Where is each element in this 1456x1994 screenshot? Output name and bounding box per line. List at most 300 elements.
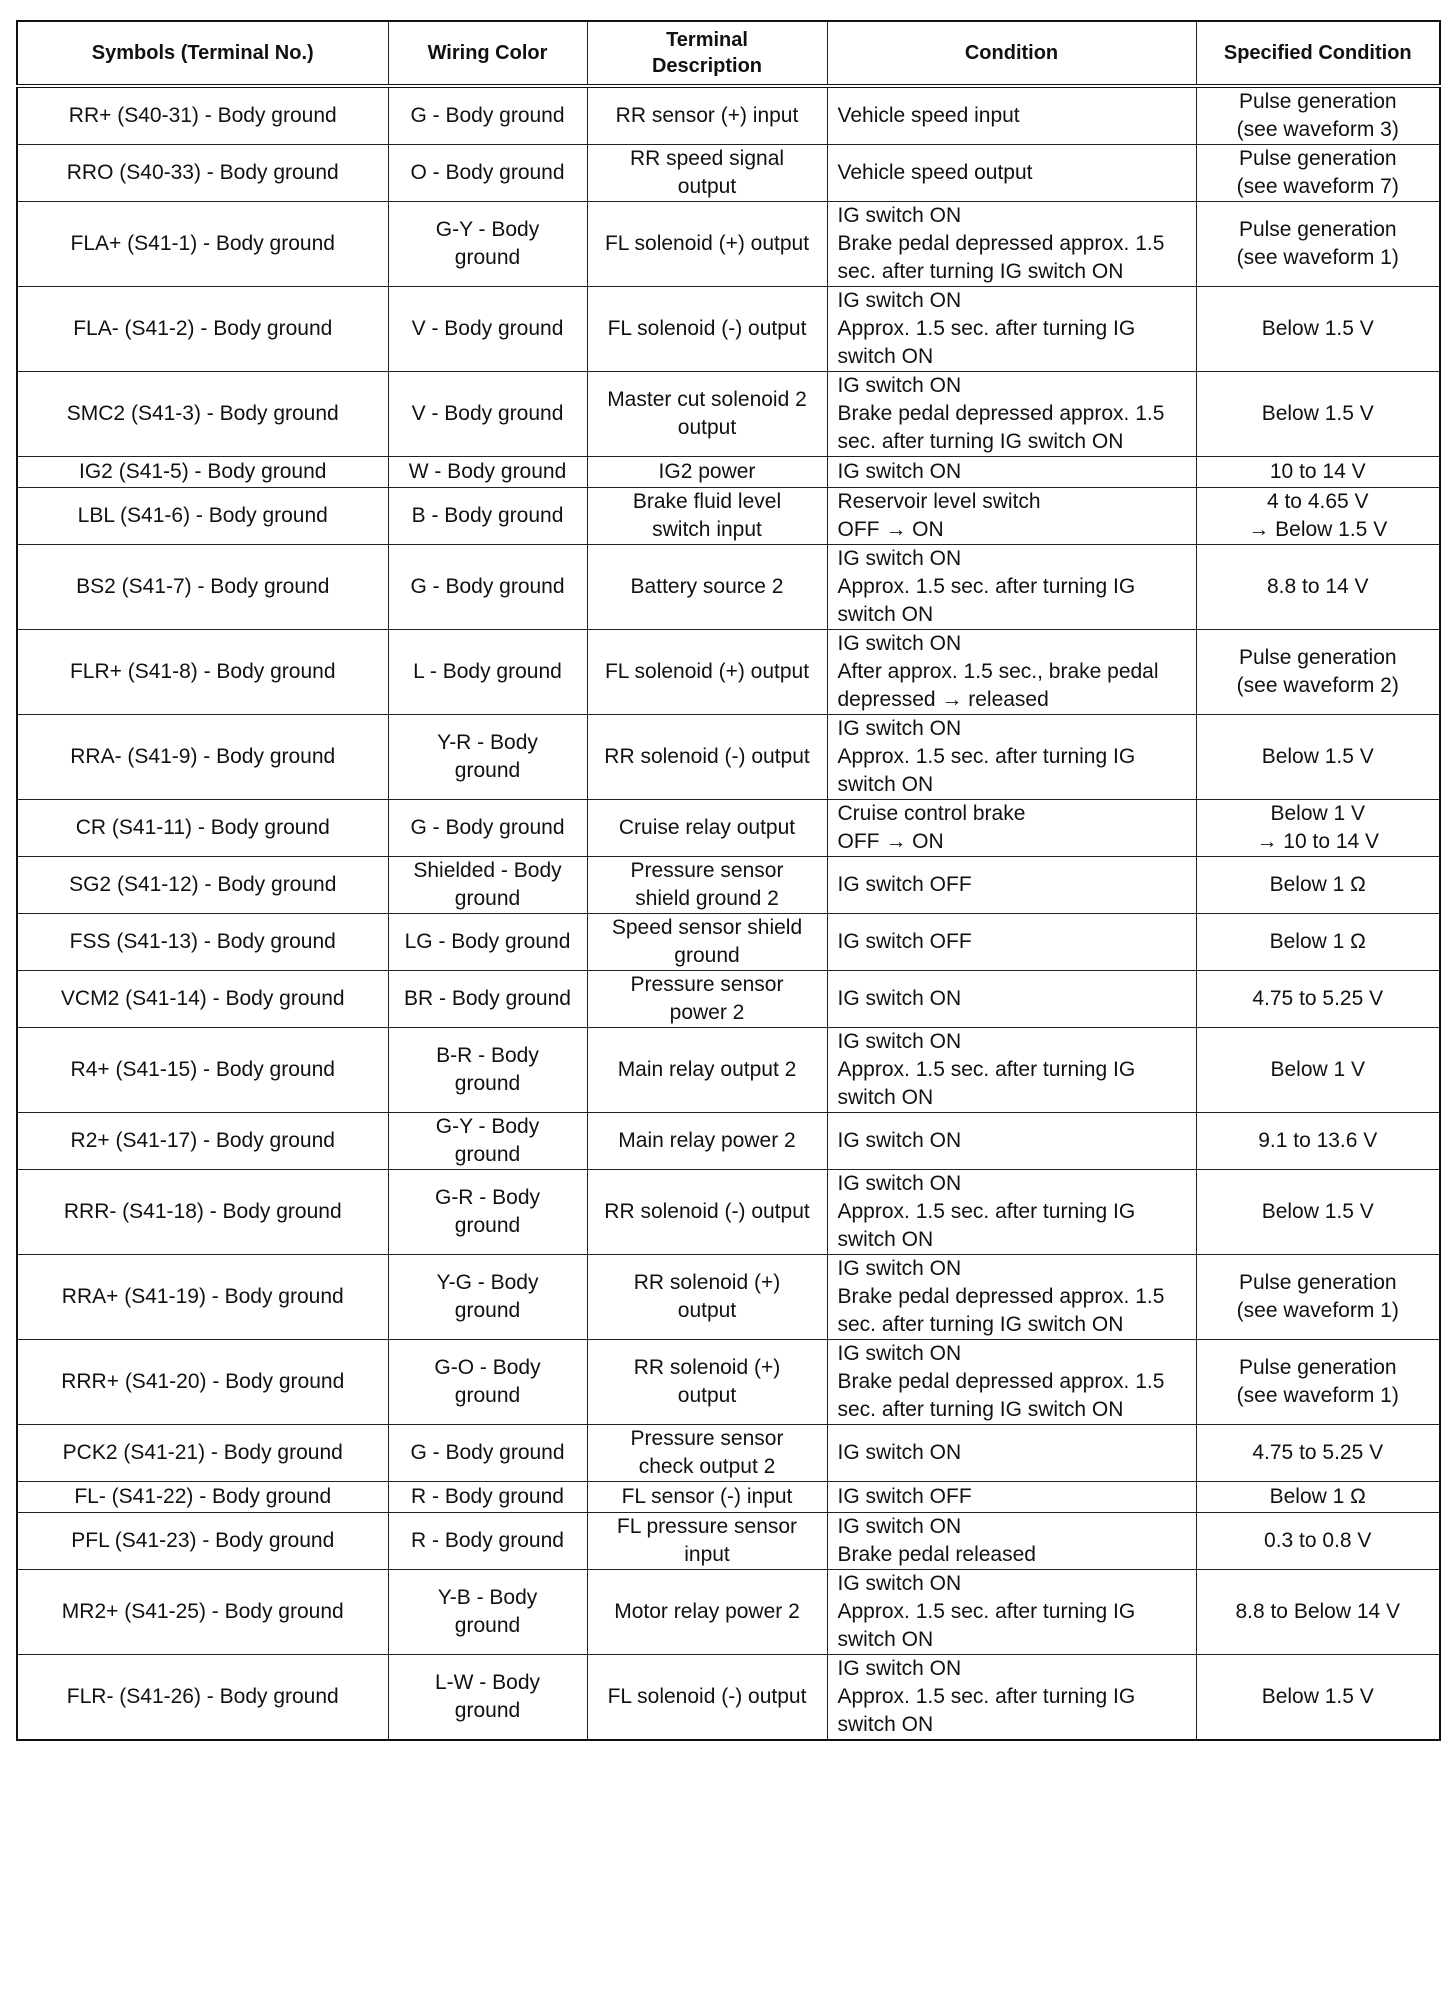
cell-specified-condition-line: (see waveform 7) bbox=[1236, 175, 1399, 198]
table-header bbox=[17, 21, 1440, 86]
cell-condition bbox=[827, 1028, 1196, 1113]
cell-wiring-color bbox=[388, 857, 587, 914]
cell-condition-line: sec. after turning IG switch ON bbox=[837, 430, 1124, 453]
cell-wiring-color-line: W - Body ground bbox=[408, 460, 567, 483]
cell-specified-condition-line: Pulse generation bbox=[1238, 147, 1397, 170]
cell-specified-condition bbox=[1196, 1340, 1440, 1425]
cell-symbols: R4+ (S41-15) - Body ground bbox=[17, 1028, 388, 1113]
cell-specified-condition-line: (see waveform 1) bbox=[1236, 1299, 1399, 1322]
cell-wiring-color bbox=[388, 372, 587, 457]
cell-condition-line: sec. after turning IG switch ON bbox=[837, 260, 1124, 283]
cell-specified-condition bbox=[1196, 1655, 1440, 1741]
cell-specified-condition bbox=[1196, 1570, 1440, 1655]
cell-condition bbox=[827, 800, 1196, 857]
cell-symbols: RRA- (S41-9) - Body ground bbox=[17, 715, 388, 800]
cell-wiring-color bbox=[388, 1255, 587, 1340]
cell-terminal-description bbox=[587, 372, 827, 457]
cell-wiring-color-line: ground bbox=[454, 1143, 521, 1166]
cell-specified-condition bbox=[1196, 86, 1440, 145]
cell-wiring-color bbox=[388, 202, 587, 287]
header-condition: Condition bbox=[827, 21, 1196, 86]
cell-condition-line: Brake pedal depressed approx. 1.5 bbox=[837, 402, 1165, 425]
cell-specified-condition-line: Pulse generation bbox=[1238, 90, 1397, 113]
table-row bbox=[17, 1113, 1440, 1170]
cell-condition-line: Brake pedal released bbox=[837, 1543, 1036, 1566]
cell-specified-condition bbox=[1196, 145, 1440, 202]
table-row bbox=[17, 86, 1440, 145]
cell-specified-condition bbox=[1196, 914, 1440, 971]
cell-condition bbox=[827, 1482, 1196, 1513]
table-row bbox=[17, 287, 1440, 372]
cell-wiring-color bbox=[388, 1113, 587, 1170]
cell-terminal-description-line: RR solenoid (-) output bbox=[604, 745, 810, 768]
cell-terminal-description bbox=[587, 857, 827, 914]
cell-wiring-color bbox=[388, 914, 587, 971]
cell-specified-condition-line: 4.75 to 5.25 V bbox=[1252, 987, 1384, 1010]
cell-symbols: SMC2 (S41-3) - Body ground bbox=[17, 372, 388, 457]
cell-condition-line: Approx. 1.5 sec. after turning IG bbox=[837, 1200, 1136, 1223]
cell-specified-condition-line: Below 1.5 V bbox=[1261, 317, 1374, 340]
cell-specified-condition-line: 4.75 to 5.25 V bbox=[1252, 1441, 1384, 1464]
cell-wiring-color-line: R - Body ground bbox=[411, 1485, 564, 1508]
header-wiring-color: Wiring Color bbox=[388, 21, 587, 86]
cell-condition-line: Approx. 1.5 sec. after turning IG bbox=[837, 745, 1136, 768]
cell-symbols: CR (S41-11) - Body ground bbox=[17, 800, 388, 857]
cell-condition bbox=[827, 857, 1196, 914]
header-terminal-description-text: Terminal Description bbox=[651, 29, 763, 77]
cell-symbols: FLA- (S41-2) - Body ground bbox=[17, 287, 388, 372]
cell-wiring-color bbox=[388, 800, 587, 857]
cell-wiring-color-line: G-O - Body bbox=[434, 1356, 541, 1379]
cell-specified-condition-line: Pulse generation bbox=[1238, 1271, 1397, 1294]
cell-terminal-description bbox=[587, 145, 827, 202]
cell-wiring-color-line: ground bbox=[454, 1614, 521, 1637]
cell-specified-condition-line: Pulse generation bbox=[1238, 218, 1397, 241]
cell-condition-line: sec. after turning IG switch ON bbox=[837, 1313, 1124, 1336]
cell-terminal-description bbox=[587, 800, 827, 857]
table-row bbox=[17, 1425, 1440, 1482]
table-row bbox=[17, 715, 1440, 800]
cell-wiring-color-line: V - Body ground bbox=[411, 317, 564, 340]
cell-specified-condition bbox=[1196, 488, 1440, 545]
cell-specified-condition-line: (see waveform 1) bbox=[1236, 1384, 1399, 1407]
cell-condition-line: sec. after turning IG switch ON bbox=[837, 1398, 1124, 1421]
cell-wiring-color bbox=[388, 1170, 587, 1255]
cell-condition-line: IG switch ON bbox=[837, 987, 962, 1010]
cell-terminal-description-line: power 2 bbox=[669, 1001, 745, 1024]
cell-terminal-description-line: output bbox=[677, 1384, 737, 1407]
cell-symbols: IG2 (S41-5) - Body ground bbox=[17, 457, 388, 488]
cell-wiring-color bbox=[388, 145, 587, 202]
cell-condition-line: Vehicle speed input bbox=[837, 104, 1020, 127]
cell-condition-line: Brake pedal depressed approx. 1.5 bbox=[837, 1370, 1165, 1393]
cell-terminal-description-line: FL solenoid (+) output bbox=[604, 232, 810, 255]
cell-specified-condition-line: Below 1 V bbox=[1270, 802, 1366, 825]
cell-condition-line: IG switch ON bbox=[837, 460, 962, 483]
cell-condition-line: Approx. 1.5 sec. after turning IG bbox=[837, 1058, 1136, 1081]
cell-specified-condition-line: 10 to 14 V bbox=[1269, 460, 1366, 483]
table-row bbox=[17, 1170, 1440, 1255]
cell-condition-line: Approx. 1.5 sec. after turning IG bbox=[837, 1685, 1136, 1708]
terminal-table bbox=[16, 20, 1441, 1741]
cell-specified-condition-line: (see waveform 2) bbox=[1236, 674, 1399, 697]
cell-condition-line: IG switch ON bbox=[837, 1129, 962, 1152]
cell-wiring-color-line: G-R - Body bbox=[434, 1186, 541, 1209]
cell-specified-condition-line: (see waveform 1) bbox=[1236, 246, 1399, 269]
cell-wiring-color bbox=[388, 488, 587, 545]
cell-specified-condition-line: Pulse generation bbox=[1238, 1356, 1397, 1379]
cell-specified-condition bbox=[1196, 287, 1440, 372]
cell-terminal-description-line: FL solenoid (-) output bbox=[607, 317, 807, 340]
cell-condition bbox=[827, 372, 1196, 457]
cell-condition-line: Cruise control brake bbox=[837, 802, 1026, 825]
cell-wiring-color bbox=[388, 1340, 587, 1425]
cell-wiring-color-line: O - Body ground bbox=[410, 161, 565, 184]
cell-specified-condition-line: 0.3 to 0.8 V bbox=[1264, 1529, 1372, 1552]
cell-terminal-description bbox=[587, 715, 827, 800]
cell-symbols: MR2+ (S41-25) - Body ground bbox=[17, 1570, 388, 1655]
cell-specified-condition-line: 9.1 to 13.6 V bbox=[1258, 1129, 1378, 1152]
cell-condition-line: switch ON bbox=[837, 1713, 934, 1736]
cell-specified-condition bbox=[1196, 202, 1440, 287]
cell-condition-line: switch ON bbox=[837, 603, 934, 626]
cell-specified-condition bbox=[1196, 1482, 1440, 1513]
cell-condition-line: IG switch ON bbox=[837, 1172, 962, 1195]
cell-terminal-description-line: Pressure sensor bbox=[630, 1427, 784, 1450]
cell-specified-condition-line: Below 1.5 V bbox=[1261, 745, 1374, 768]
cell-terminal-description bbox=[587, 1425, 827, 1482]
cell-condition bbox=[827, 1425, 1196, 1482]
cell-condition-line: Approx. 1.5 sec. after turning IG bbox=[837, 575, 1136, 598]
cell-symbols: FLR+ (S41-8) - Body ground bbox=[17, 630, 388, 715]
header-symbols: Symbols (Terminal No.) bbox=[17, 21, 388, 86]
cell-condition-line: IG switch ON bbox=[837, 289, 962, 312]
cell-condition bbox=[827, 715, 1196, 800]
cell-specified-condition bbox=[1196, 971, 1440, 1028]
cell-condition bbox=[827, 1655, 1196, 1741]
cell-condition bbox=[827, 457, 1196, 488]
cell-wiring-color bbox=[388, 1425, 587, 1482]
cell-condition bbox=[827, 1255, 1196, 1340]
cell-symbols: RRO (S40-33) - Body ground bbox=[17, 145, 388, 202]
cell-terminal-description-line: ground bbox=[674, 944, 740, 967]
cell-wiring-color-line: ground bbox=[454, 246, 521, 269]
cell-wiring-color bbox=[388, 1655, 587, 1741]
cell-specified-condition-line: (see waveform 3) bbox=[1236, 118, 1399, 141]
cell-wiring-color-line: G-Y - Body bbox=[435, 1115, 540, 1138]
cell-terminal-description bbox=[587, 202, 827, 287]
table-row bbox=[17, 630, 1440, 715]
cell-condition-line: IG switch ON bbox=[837, 1342, 962, 1365]
cell-symbols: FL- (S41-22) - Body ground bbox=[17, 1482, 388, 1513]
cell-condition-line: Brake pedal depressed approx. 1.5 bbox=[837, 1285, 1165, 1308]
cell-terminal-description bbox=[587, 1113, 827, 1170]
table-row bbox=[17, 971, 1440, 1028]
cell-terminal-description bbox=[587, 1482, 827, 1513]
cell-symbols: RR+ (S40-31) - Body ground bbox=[17, 86, 388, 145]
cell-wiring-color bbox=[388, 1513, 587, 1570]
cell-wiring-color-line: Shielded - Body bbox=[413, 859, 562, 882]
cell-terminal-description bbox=[587, 1655, 827, 1741]
cell-wiring-color-line: ground bbox=[454, 1214, 521, 1237]
cell-terminal-description bbox=[587, 1340, 827, 1425]
cell-condition bbox=[827, 630, 1196, 715]
cell-symbols: RRR+ (S41-20) - Body ground bbox=[17, 1340, 388, 1425]
cell-wiring-color-line: ground bbox=[454, 759, 521, 782]
cell-condition-line: switch ON bbox=[837, 345, 934, 368]
cell-condition bbox=[827, 86, 1196, 145]
cell-terminal-description-line: FL pressure sensor bbox=[616, 1515, 798, 1538]
cell-condition bbox=[827, 1170, 1196, 1255]
cell-terminal-description-line: Main relay output 2 bbox=[617, 1058, 797, 1081]
cell-wiring-color bbox=[388, 715, 587, 800]
cell-wiring-color-line: G - Body ground bbox=[410, 1441, 565, 1464]
cell-condition-line: Approx. 1.5 sec. after turning IG bbox=[837, 1600, 1136, 1623]
cell-specified-condition-line: Below 1 Ω bbox=[1269, 873, 1366, 896]
cell-terminal-description-line: check output 2 bbox=[638, 1455, 776, 1478]
cell-terminal-description bbox=[587, 1170, 827, 1255]
cell-specified-condition-line: 4 to 4.65 V bbox=[1266, 490, 1369, 513]
cell-wiring-color-line: B-R - Body bbox=[436, 1044, 539, 1067]
cell-wiring-color bbox=[388, 630, 587, 715]
cell-terminal-description bbox=[587, 545, 827, 630]
cell-terminal-description-line: RR solenoid (+) bbox=[633, 1356, 781, 1379]
cell-symbols: LBL (S41-6) - Body ground bbox=[17, 488, 388, 545]
cell-wiring-color-line: ground bbox=[454, 1699, 521, 1722]
cell-wiring-color bbox=[388, 1482, 587, 1513]
cell-specified-condition bbox=[1196, 1113, 1440, 1170]
table-row bbox=[17, 1513, 1440, 1570]
cell-terminal-description bbox=[587, 1513, 827, 1570]
cell-terminal-description-line: output bbox=[677, 1299, 737, 1322]
cell-terminal-description-line: FL solenoid (-) output bbox=[607, 1685, 807, 1708]
cell-wiring-color-line: Y-R - Body bbox=[437, 731, 538, 754]
cell-specified-condition bbox=[1196, 1170, 1440, 1255]
cell-terminal-description-line: Speed sensor shield bbox=[611, 916, 803, 939]
cell-wiring-color-line: G-Y - Body bbox=[435, 218, 540, 241]
cell-condition-line: IG switch ON bbox=[837, 1030, 962, 1053]
cell-condition-line: Vehicle speed output bbox=[837, 161, 1033, 184]
cell-condition bbox=[827, 914, 1196, 971]
cell-condition-line: Reservoir level switch bbox=[837, 490, 1041, 513]
cell-terminal-description-line: RR speed signal bbox=[629, 147, 785, 170]
cell-terminal-description bbox=[587, 630, 827, 715]
cell-terminal-description-line: output bbox=[677, 416, 737, 439]
cell-specified-condition bbox=[1196, 1028, 1440, 1113]
header-specified-condition: Specified Condition bbox=[1196, 21, 1440, 86]
cell-terminal-description-line: FL sensor (-) input bbox=[621, 1485, 793, 1508]
cell-symbols: FLR- (S41-26) - Body ground bbox=[17, 1655, 388, 1741]
cell-terminal-description-line: Battery source 2 bbox=[630, 575, 784, 598]
cell-wiring-color-line: LG - Body ground bbox=[404, 930, 571, 953]
cell-condition bbox=[827, 287, 1196, 372]
cell-condition-line: IG switch ON bbox=[837, 547, 962, 570]
cell-condition bbox=[827, 971, 1196, 1028]
cell-condition-line: IG switch ON bbox=[837, 204, 962, 227]
table-row bbox=[17, 1570, 1440, 1655]
table-row bbox=[17, 488, 1440, 545]
cell-symbols: VCM2 (S41-14) - Body ground bbox=[17, 971, 388, 1028]
cell-terminal-description-line: IG2 power bbox=[658, 460, 756, 483]
cell-specified-condition bbox=[1196, 372, 1440, 457]
cell-condition-line: depressed → released bbox=[837, 688, 1049, 711]
cell-wiring-color-line: B - Body ground bbox=[411, 504, 564, 527]
cell-specified-condition-line: Below 1.5 V bbox=[1261, 1200, 1374, 1223]
cell-terminal-description-line: Cruise relay output bbox=[618, 816, 796, 839]
cell-terminal-description bbox=[587, 914, 827, 971]
cell-specified-condition bbox=[1196, 457, 1440, 488]
cell-specified-condition-line: Pulse generation bbox=[1238, 646, 1397, 669]
cell-specified-condition bbox=[1196, 715, 1440, 800]
cell-specified-condition-line: Below 1 Ω bbox=[1269, 1485, 1366, 1508]
cell-condition bbox=[827, 1340, 1196, 1425]
cell-specified-condition bbox=[1196, 630, 1440, 715]
cell-specified-condition-line: 8.8 to Below 14 V bbox=[1235, 1600, 1401, 1623]
cell-terminal-description bbox=[587, 488, 827, 545]
cell-symbols: FSS (S41-13) - Body ground bbox=[17, 914, 388, 971]
cell-wiring-color-line: R - Body ground bbox=[411, 1529, 564, 1552]
cell-condition-line: IG switch OFF bbox=[837, 873, 972, 896]
cell-condition-line: IG switch ON bbox=[837, 717, 962, 740]
cell-wiring-color bbox=[388, 1570, 587, 1655]
cell-condition-line: IG switch OFF bbox=[837, 1485, 972, 1508]
cell-condition-line: IG switch ON bbox=[837, 632, 962, 655]
cell-terminal-description-line: Pressure sensor bbox=[630, 973, 784, 996]
table-row bbox=[17, 145, 1440, 202]
cell-terminal-description bbox=[587, 457, 827, 488]
cell-specified-condition-line: Below 1 Ω bbox=[1269, 930, 1366, 953]
cell-terminal-description-line: input bbox=[684, 1543, 730, 1566]
cell-terminal-description bbox=[587, 971, 827, 1028]
cell-wiring-color-line: ground bbox=[454, 1384, 521, 1407]
cell-terminal-description bbox=[587, 1570, 827, 1655]
table-body bbox=[17, 86, 1440, 1740]
cell-specified-condition-line: → Below 1.5 V bbox=[1248, 518, 1388, 541]
table-row bbox=[17, 1255, 1440, 1340]
cell-wiring-color-line: L-W - Body bbox=[434, 1671, 541, 1694]
table-row bbox=[17, 1028, 1440, 1113]
cell-symbols: RRA+ (S41-19) - Body ground bbox=[17, 1255, 388, 1340]
cell-specified-condition-line: Below 1.5 V bbox=[1261, 1685, 1374, 1708]
cell-terminal-description bbox=[587, 287, 827, 372]
cell-condition-line: switch ON bbox=[837, 1628, 934, 1651]
cell-condition-line: switch ON bbox=[837, 1086, 934, 1109]
table-row bbox=[17, 857, 1440, 914]
cell-wiring-color bbox=[388, 545, 587, 630]
cell-condition-line: IG switch OFF bbox=[837, 930, 972, 953]
cell-wiring-color-line: Y-B - Body bbox=[437, 1586, 538, 1609]
cell-symbols: BS2 (S41-7) - Body ground bbox=[17, 545, 388, 630]
cell-specified-condition bbox=[1196, 1255, 1440, 1340]
cell-wiring-color-line: L - Body ground bbox=[413, 660, 562, 683]
table-row bbox=[17, 800, 1440, 857]
cell-specified-condition-line: → 10 to 14 V bbox=[1256, 830, 1380, 853]
cell-specified-condition bbox=[1196, 800, 1440, 857]
cell-terminal-description-line: Main relay power 2 bbox=[618, 1129, 796, 1152]
cell-condition bbox=[827, 145, 1196, 202]
cell-condition-line: IG switch ON bbox=[837, 1657, 962, 1680]
table-row bbox=[17, 1340, 1440, 1425]
cell-condition-line: switch ON bbox=[837, 773, 934, 796]
table-row bbox=[17, 1482, 1440, 1513]
cell-symbols: PCK2 (S41-21) - Body ground bbox=[17, 1425, 388, 1482]
cell-condition-line: IG switch ON bbox=[837, 1441, 962, 1464]
cell-wiring-color-line: ground bbox=[454, 1072, 521, 1095]
cell-wiring-color bbox=[388, 1028, 587, 1113]
cell-terminal-description bbox=[587, 1028, 827, 1113]
cell-wiring-color-line: G - Body ground bbox=[410, 816, 565, 839]
cell-terminal-description bbox=[587, 1255, 827, 1340]
cell-condition bbox=[827, 488, 1196, 545]
cell-symbols: R2+ (S41-17) - Body ground bbox=[17, 1113, 388, 1170]
cell-wiring-color-line: ground bbox=[454, 1299, 521, 1322]
cell-wiring-color-line: G - Body ground bbox=[410, 575, 565, 598]
table-row bbox=[17, 1655, 1440, 1741]
cell-terminal-description-line: shield ground 2 bbox=[635, 887, 779, 910]
cell-terminal-description-line: Master cut solenoid 2 bbox=[607, 388, 807, 411]
cell-wiring-color bbox=[388, 287, 587, 372]
cell-symbols: FLA+ (S41-1) - Body ground bbox=[17, 202, 388, 287]
cell-condition bbox=[827, 202, 1196, 287]
cell-condition-line: Approx. 1.5 sec. after turning IG bbox=[837, 317, 1136, 340]
cell-condition-line: OFF → ON bbox=[837, 518, 944, 541]
cell-terminal-description bbox=[587, 86, 827, 145]
cell-wiring-color bbox=[388, 86, 587, 145]
cell-condition bbox=[827, 1513, 1196, 1570]
cell-condition-line: IG switch ON bbox=[837, 374, 962, 397]
header-terminal-description bbox=[587, 21, 827, 86]
cell-symbols: PFL (S41-23) - Body ground bbox=[17, 1513, 388, 1570]
cell-terminal-description-line: RR solenoid (+) bbox=[633, 1271, 781, 1294]
cell-condition-line: After approx. 1.5 sec., brake pedal bbox=[837, 660, 1159, 683]
cell-specified-condition bbox=[1196, 1425, 1440, 1482]
cell-condition bbox=[827, 1113, 1196, 1170]
table-row bbox=[17, 914, 1440, 971]
cell-wiring-color bbox=[388, 971, 587, 1028]
cell-specified-condition-line: Below 1.5 V bbox=[1261, 402, 1374, 425]
cell-wiring-color-line: BR - Body ground bbox=[404, 987, 571, 1010]
cell-specified-condition bbox=[1196, 857, 1440, 914]
table-row bbox=[17, 372, 1440, 457]
table-row bbox=[17, 457, 1440, 488]
header-row bbox=[17, 21, 1440, 86]
cell-specified-condition bbox=[1196, 1513, 1440, 1570]
cell-condition-line: switch ON bbox=[837, 1228, 934, 1251]
table-row bbox=[17, 545, 1440, 630]
cell-terminal-description-line: Motor relay power 2 bbox=[614, 1600, 800, 1623]
cell-terminal-description-line: RR sensor (+) input bbox=[615, 104, 799, 127]
cell-specified-condition-line: 8.8 to 14 V bbox=[1266, 575, 1369, 598]
cell-wiring-color bbox=[388, 457, 587, 488]
cell-wiring-color-line: ground bbox=[454, 887, 521, 910]
cell-terminal-description-line: Brake fluid level bbox=[632, 490, 782, 513]
cell-specified-condition bbox=[1196, 545, 1440, 630]
cell-terminal-description-line: switch input bbox=[652, 518, 762, 541]
cell-terminal-description-line: output bbox=[677, 175, 737, 198]
cell-wiring-color-line: G - Body ground bbox=[410, 104, 565, 127]
cell-terminal-description-line: FL solenoid (+) output bbox=[604, 660, 810, 683]
cell-condition-line: Brake pedal depressed approx. 1.5 bbox=[837, 232, 1165, 255]
cell-terminal-description-line: Pressure sensor bbox=[630, 859, 784, 882]
cell-wiring-color-line: Y-G - Body bbox=[436, 1271, 539, 1294]
terminal-inspection-sheet bbox=[16, 20, 1439, 1741]
cell-condition-line: IG switch ON bbox=[837, 1257, 962, 1280]
cell-specified-condition-line: Below 1 V bbox=[1270, 1058, 1366, 1081]
cell-wiring-color-line: V - Body ground bbox=[411, 402, 564, 425]
cell-condition-line: IG switch ON bbox=[837, 1515, 962, 1538]
cell-terminal-description-line: RR solenoid (-) output bbox=[604, 1200, 810, 1223]
cell-symbols: RRR- (S41-18) - Body ground bbox=[17, 1170, 388, 1255]
